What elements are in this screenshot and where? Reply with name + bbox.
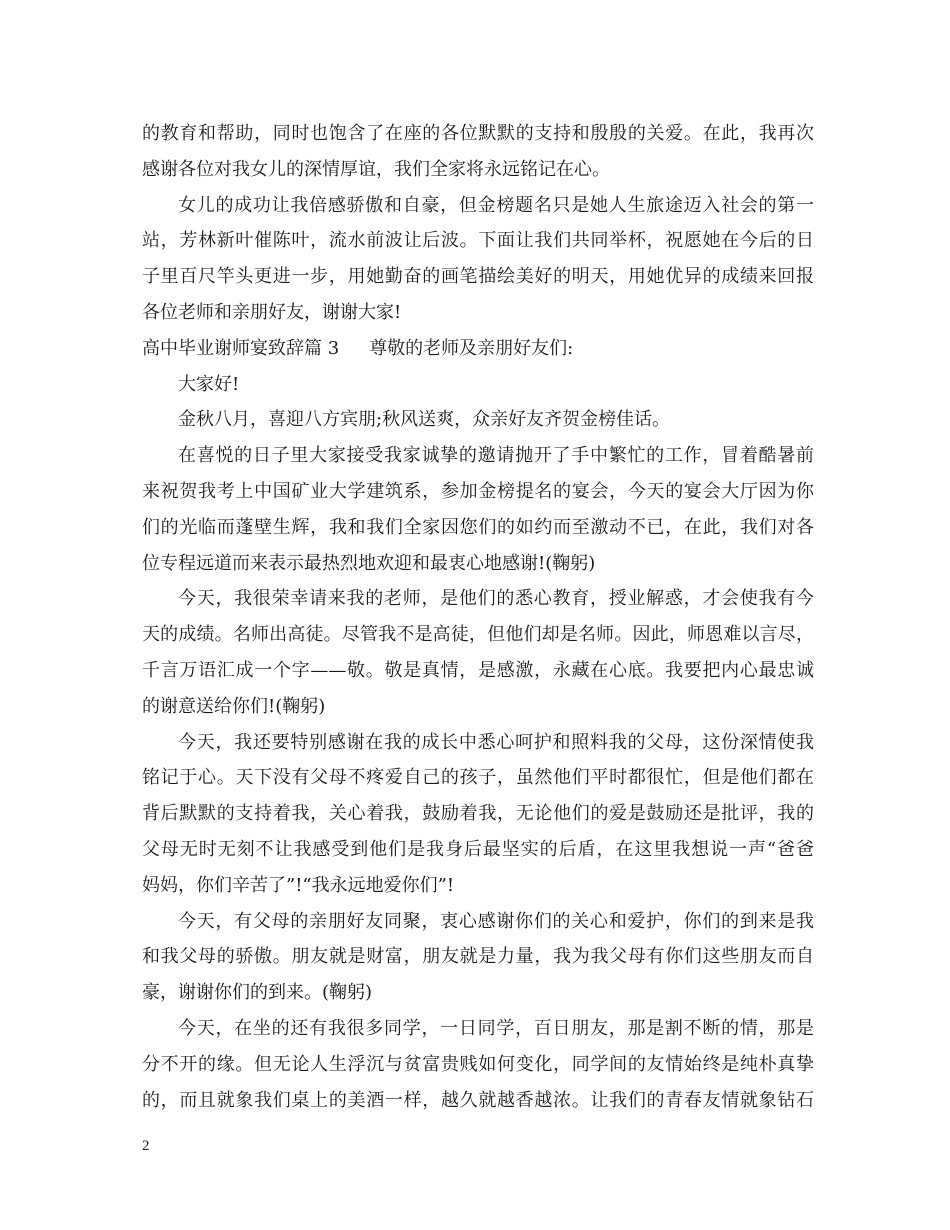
text-line: 今天，我还要特别感谢在我的成长中悉心呵护和照料我的父母，这份深情使我 xyxy=(178,731,814,753)
text-line: 各位老师和亲朋好友，谢谢大家! xyxy=(142,301,402,323)
text-line: 的教育和帮助，同时也饱含了在座的各位默默的支持和殷殷的关爱。在此，我再次 xyxy=(142,123,814,144)
text-line: 在喜悦的日子里大家接受我家诚挚的邀请抛开了手中繁忙的工作，冒着酷暑前 xyxy=(178,445,814,467)
text-line: 分不开的缘。但无论人生浮沉与贫富贵贱如何变化，同学间的友情始终是纯朴真挚 xyxy=(142,1053,814,1075)
page-number: 2 xyxy=(142,1138,150,1154)
text-line: 和我父母的骄傲。朋友就是财富，朋友就是力量，我为我父母有你们这些朋友而自 xyxy=(142,946,814,968)
text-line: 今天，在坐的还有我很多同学，一日同学，百日朋友，那是割不断的情，那是 xyxy=(178,1017,814,1039)
section-heading-line xyxy=(142,331,814,367)
section-title: 高中毕业谢师宴致辞篇 3 xyxy=(142,337,340,359)
salutation: 尊敬的老师及亲朋好友们: xyxy=(369,337,574,359)
text-line: 的谢意送给你们!(鞠躬) xyxy=(142,695,326,717)
text-line: 天的成绩。名师出高徒。尽管我不是高徒，但他们却是名师。因此，师恩难以言尽， xyxy=(142,624,814,646)
text-line: 今天，有父母的亲朋好友同聚，衷心感谢你们的关心和爱护，你们的到来是我 xyxy=(178,910,814,932)
text-line: 大家好! xyxy=(178,373,240,395)
text-line: 们的光临而蓬壁生辉，我和我们全家因您们的如约而至激动不已，在此，我们对各 xyxy=(142,516,814,538)
text-line: 豪，谢谢你们的到来。(鞠躬) xyxy=(142,982,373,1004)
text-line: 来祝贺我考上中国矿业大学建筑系，参加金榜提名的宴会，今天的宴会大厅因为你 xyxy=(142,480,814,502)
text-line: 背后默默的支持着我，关心着我，鼓励着我，无论他们的爱是鼓励还是批评，我的 xyxy=(142,803,814,825)
text-line: 铭记于心。天下没有父母不疼爱自己的孩子，虽然他们平时都很忙，但是他们都在 xyxy=(142,767,814,789)
text-line: 站，芳林新叶催陈叶，流水前波让后波。下面让我们共同举杯，祝愿她在今后的日 xyxy=(142,230,814,252)
text-line: 子里百尺竿头更进一步，用她勤奋的画笔描绘美好的明天，用她优异的成绩来回报 xyxy=(142,266,814,288)
text-line: 的，而且就象我们桌上的美酒一样，越久就越香越浓。让我们的青春友情就象钻石 xyxy=(142,1089,814,1111)
text-line: 女儿的成功让我倍感骄傲和自豪，但金榜题名只是她人生旅途迈入社会的第一 xyxy=(178,194,814,216)
text-line: 妈妈，你们辛苦了”!“我永远地爱你们”! xyxy=(142,874,455,896)
text-line: 感谢各位对我女儿的深情厚谊，我们全家将永远铭记在心。 xyxy=(142,158,610,180)
text-line: 父母无时无刻不让我感受到他们是我身后最坚实的后盾，在这里我想说一声“爸爸 xyxy=(142,838,814,860)
document-body xyxy=(142,116,814,1118)
text-line: 位专程远道而来表示最热烈地欢迎和最衷心地感谢!(鞠躬) xyxy=(142,552,596,574)
text-line: 千言万语汇成一个字——敬。敬是真情，是感激，永藏在心底。我要把内心最忠诚 xyxy=(142,659,814,681)
text-line: 金秋八月，喜迎八方宾朋;秋风送爽，众亲好友齐贺金榜佳话。 xyxy=(178,409,671,431)
text-line: 今天，我很荣幸请来我的老师，是他们的悉心教育，授业解惑，才会使我有今 xyxy=(178,588,814,610)
